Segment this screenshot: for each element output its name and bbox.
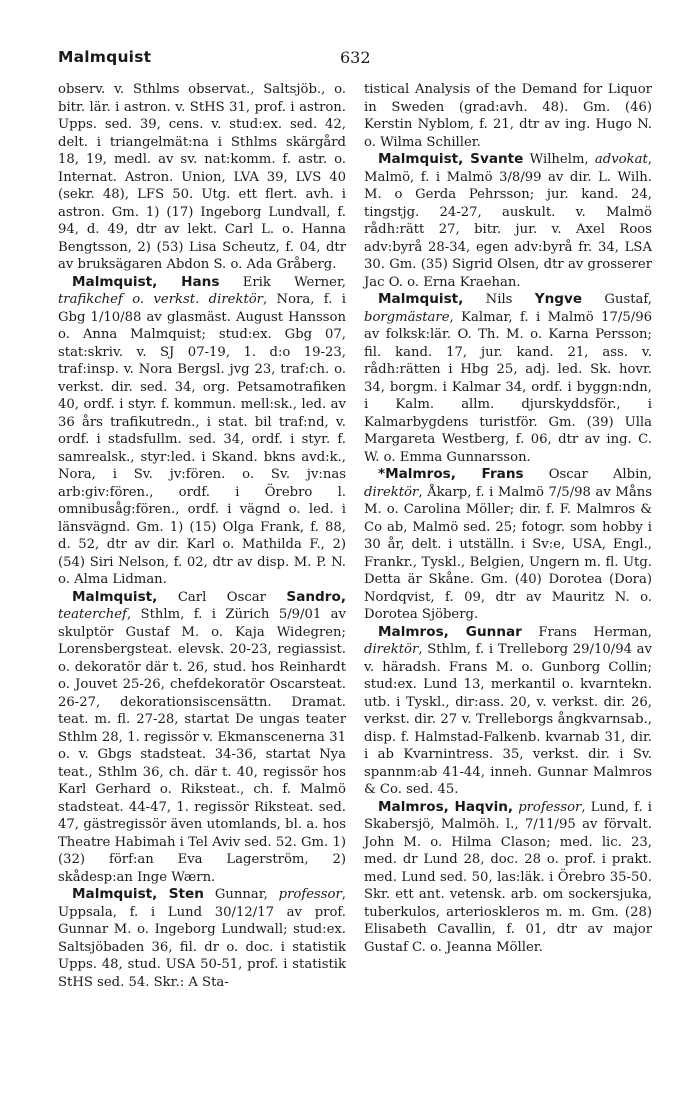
entry-body: , Uppsala, f. i Lund 30/12/17 av prof. Gunnar M. o. Ingeborg Lundwall; stud:ex. Saltsjöbaden 36, fil. dr o. doc. i statistik Upps. 48, stud. USA 50-51, prof. i statistik StHS sed. 54. Skr.: A Sta-: [58, 887, 346, 990]
entry-given-names: Oscar Albin,: [523, 467, 652, 482]
entry-occupation: trafikchef o. verkst. direktör: [58, 292, 263, 307]
entry-occupation: direktör: [364, 642, 419, 657]
entry-given-names: Wilhelm,: [523, 152, 595, 167]
entry-body: , Åkarp, f. i Malmö 7/5/98 av Måns M. o. Carolina Möller; dir. f. F. Malmros & Co ab, Malmö sed. 25; fotogr. som hobby i 30 år, delt. i utställn. i Sv:e, USA, Engl., Frankr., Tyskl., Belgien, Ungern m. fl. Utg. Detta är Skåne. Gm. (40) Dorotea (Dora) Nordqvist, f. 09, dtr av Mauritz N. o. Dorotea Sjöberg.: [364, 484, 652, 622]
entry-body: , Sthlm, f. i Zürich 5/9/01 av skulptör Gustaf M. o. Kaja Widegren; Lorensbergsteat. elevsk. 20-23, regiassist. o. dekoratör där t. 26, stud. hos Reinhardt o. Jouvet 25-26, chefdekoratör Oscarsteat. 26-27, dekorationsiscensättn. Dramat. teat. m. fl. 27-28, startat De ungas teater Sthlm 28, 1. regissör v. Ekmanscenerna 31 o. v. Gbgs stadsteat. 34-36, startat Nya teat., Sthlm 36, ch. där t. 40, regissör hos Karl Gerhard o. Riksteat., ch. f. Malmö stadsteat. 44-47, 1. regissör Riksteat. sed. 47, gästregissör även utomlands, bl. a. hos Theatre Habimah i Tel Aviv sed. 52. Gm. 1) (32) förf:an Eva Lagerström, 2) skådesp:an Inge Wærn.: [58, 607, 346, 885]
entry-gunnar-malmros: [364, 624, 652, 799]
continuation-text: observ. v. Sthlms observat., Saltsjöb., o. bitr. lär. i astron. v. StHS 31, prof. i astron. Upps. sed. 39, cens. v. stud:ex. sed. 42, delt. i triangelmät:na i Sthlms skärgård 18, 19, medl. av sv. nat:komm. f. astr. o. Internat. Astron. Union, LVA 39, LVS 40 (sekr. 48), LFS 50. Utg. ett flert. avh. i astron. Gm. 1) (17) Ingeborg Lundvall, f. 94, d. 49, dtr av lekt. Carl L. o. Hanna Bengtsson, 2) (53) Lisa Scheutz, f. 04, dtr av bruksägaren Abdon S. o. Ada Gråberg.: [58, 82, 346, 272]
entry-body: , Lund, f. i Skabersjö, Malmöh. l., 7/11/95 av förvalt. John M. o. Hilma Clason; med. lic. 23, med. dr Lund 28, doc. 28 o. prof. i prakt. med. Lund sed. 50, las:läk. i Örebro 35-50. Skr. ett ant. vetensk. arb. om sockersjuka, tuberkulos, arterioskleros m. m. Gm. (28) Elisabeth Cavallin, f. 01, dtr av major Gustaf C. o. Jeanna Möller.: [364, 799, 652, 955]
entry-yngve-malmquist: [364, 291, 652, 466]
entry-occupation: advokat: [594, 152, 648, 167]
entry-body: , Malmö, f. i Malmö 3/8/99 av dir. L. Wilh. M. o Gerda Pehrsson; jur. kand. 24, tingstjg. 24-27, auskult. v. Malmö rådh:rätt 27, bitr. jur. v. Axel Roos adv:byrå 28-34, egen adv:byrå fr. 34, LSA 30. Gm. (35) Sigrid Olsen, dtr av grosserer Jac O. o. Erna Kraehan.: [364, 152, 652, 290]
entry-occupation: professor: [518, 799, 582, 815]
entry-sandro-malmquist: [58, 589, 346, 887]
entry-occupation: teaterchef: [58, 607, 127, 622]
page-number: 632: [340, 48, 371, 67]
entry-headword: Malmquist, Hans: [72, 273, 220, 290]
entry-headword-callname: Sandro,: [286, 588, 346, 605]
entry-body: , Nora, f. i Gbg 1/10/88 av glasmäst. August Hansson o. Anna Malmquist; stud:ex. Gbg 07, stat:skriv. v. SJ 07-19, 1. d:o 19-23, traf:insp. v. Nora Bergsl. jvg 23, traf:ch. o. verkst. dir. sed. 34, org. Petsamotrafiken 40, ordf. i styr. f. kommun. mell:sk., led. av 36 års trafikutredn., i stat. bil traf:nd, v. ordf. i stadsfullm. sed. 34, ordf. i styr. f. samrealsk., styr:led. i Skand. bkns avd:k., Nora, i Sv. jv:fören. o. Sv. jv:nas arb:giv:fören., ordf. i Örebro l. omnibusåg:fören., ordf. i vägnd o. led. i länsvägnd. Gm. 1) (15) Olga Frank, f. 88, d. 52, dtr av dir. Karl o. Mathilda F., 2) (54) Siri Nelson, f. 02, dtr av disp. M. P. N. o. Alma Lidman.: [58, 292, 346, 587]
entry-given-names: Gunnar,: [203, 887, 279, 902]
entry-headword: Malmquist,: [378, 291, 464, 307]
entry-headword: Malmros, Gunnar: [378, 623, 522, 640]
entry-given-names: Nils: [463, 292, 535, 307]
entry-headword: Malmquist, Sten: [72, 886, 204, 902]
running-head: Malmquist: [58, 48, 152, 66]
entry-body: , Kalmar, f. i Malmö 17/5/96 av folksk:lär. O. Th. M. o. Karna Persson; fil. kand. 17, jur. kand. 21, ass. v. rådh:rätten i Hbg 25, adj. led. Sk. hovr. 34, borgm. i Kalmar 34, ordf. i byggn:ndn, i Kalm. allm. djurskyddsför., i Kalmarbygdens turistför. Gm. (39) Ulla Margareta Westberg, f. 06, dtr av ing. C. W. o. Emma Gunnarsson.: [364, 309, 652, 465]
entry-headword: Malmros, Haqvin,: [378, 798, 514, 815]
entry-headword: Malmquist,: [72, 588, 158, 605]
entry-headword-callname: Yngve: [534, 291, 583, 307]
entry-given-names: Frans Herman,: [521, 624, 652, 640]
entry-occupation: direktör: [364, 484, 419, 500]
entry-haqvin-malmros: [364, 799, 652, 957]
left-column: [58, 81, 346, 991]
entry-sten-malmquist: [58, 886, 346, 991]
entry-svante-malmquist: [364, 151, 652, 291]
right-column: [364, 81, 652, 956]
entry-frans-malmros: [364, 466, 652, 624]
entry-body: , Sthlm, f. i Trelleborg 29/10/94 av v. häradsh. Frans M. o. Gunborg Collin; stud:ex. Lund 13, merkantil o. kvarntekn. utb. i Tyskl., dir:ass. 20, v. verkst. dir. 26, verkst. dir. 27 v. Trelleborgs ångkvarnsab., disp. f. Halmstad-Falkenb. kvarnab 31, dir. i ab Kvarnintress. 35, verkst. dir. i Sv. spannm:ab 41-44, inneh. Gunnar Malmros & Co. sed. 45.: [364, 642, 652, 797]
continuation-text: tistical Analysis of the Demand for Liquor in Sweden (grad:avh. 48). Gm. (46) Kerstin Nyblom, f. 21, dtr av ing. Hugo N. o. Wilma Schiller.: [364, 82, 652, 150]
entry-given-names: Carl Oscar: [157, 589, 287, 605]
entry-given-names: Erik Werner,: [219, 274, 346, 290]
entry-occupation: professor: [278, 887, 342, 902]
entry-hans-malmquist: [58, 274, 346, 589]
entry-given-names-2: Gustaf,: [582, 292, 652, 307]
entry-occupation: borgmästare: [364, 309, 450, 325]
page-header: [58, 48, 658, 72]
entry-headword: Malmquist, Svante: [378, 151, 524, 167]
entry-headword: *Malmros, Frans: [378, 466, 524, 482]
